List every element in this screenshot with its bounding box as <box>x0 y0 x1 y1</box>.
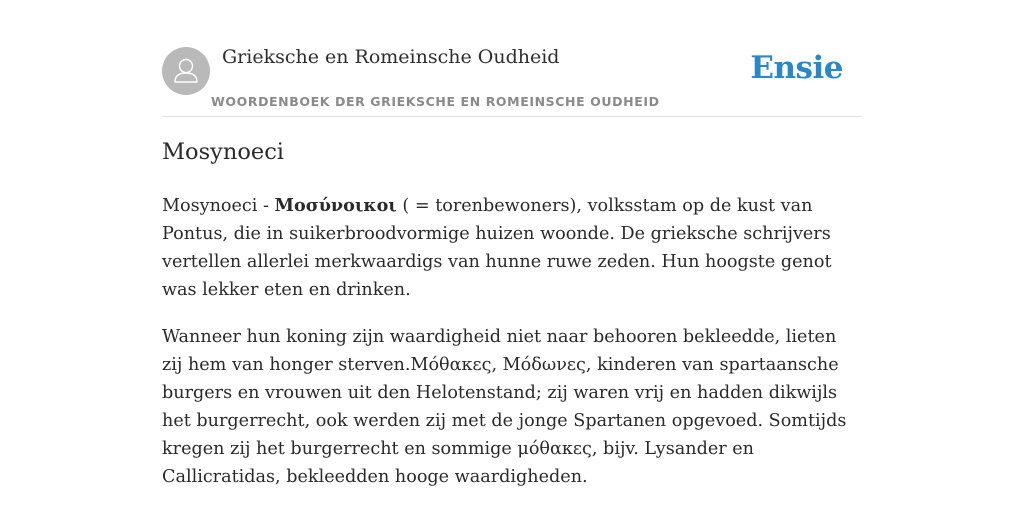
entry-definition-text: ( = torenbewoners), volksstam op de kust van Pontus, die in suikerbroodvormige huizen woonde. De grieksche schrijvers vertellen allerlei merkwaardigs van hunne ruwe zeden. Hun hoogste genot was lekker eten en drinken. <box>162 196 832 300</box>
source-title-link[interactable]: Grieksche en Romeinsche Oudheid <box>222 46 560 68</box>
brand-logo-link[interactable]: Ensie <box>750 50 843 86</box>
avatar[interactable] <box>162 47 210 95</box>
entry-paragraph-1 <box>162 192 862 304</box>
entry-greek-term: Μοσύνοικοι <box>274 195 397 216</box>
entry-paragraph-2: Wanneer hun koning zijn waardigheid niet naar behooren bekleedde, lieten zij hem van honger sterven.Μόθακες, Μόδωνες, kinderen van spartaansche burgers en vrouwen uit den Helotenstand; zij waren vrij en hadden dikwijls het burgerrecht, ook werden zij met de jonge Spartanen opgevoed. Somtijds kregen zij het burgerrecht en sommige μόθακες, bijv. Lysander en Callicratidas, bekleedden hooge waardigheden. <box>162 327 847 487</box>
entry-content <box>162 192 862 510</box>
source-subtitle: WOORDENBOEK DER GRIEKSCHE EN ROMEINSCHE OUDHEID <box>211 94 660 109</box>
source-header <box>162 46 862 117</box>
entry-title: Mosynoeci <box>162 139 284 165</box>
entry-term: Mosynoeci - <box>162 196 275 216</box>
user-icon <box>162 47 210 95</box>
